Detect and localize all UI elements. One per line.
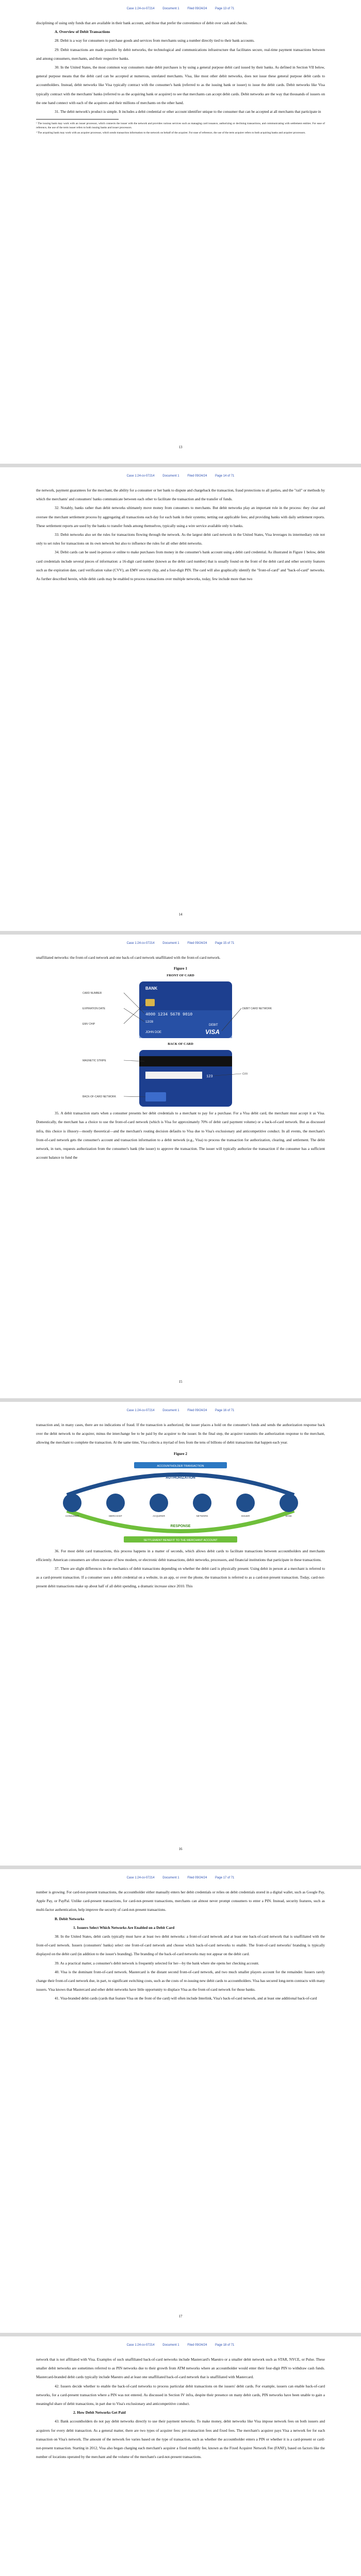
node-network-icon <box>193 1494 211 1512</box>
section-heading: B. Debit Networks <box>55 1916 85 1921</box>
filed-date: Filed 09/24/24 <box>187 1876 207 1879</box>
footnote: ¹ The issuing bank may work with an issuer processor, which connects the issuer with the network and provides various services such as managing card issuance, authorizing or declining transactions, and communicating with settlement entities. For ease of reference, the use of the term issuer refers to both issuing banks and issuer processors. <box>36 122 325 130</box>
paragraph: 39. As a practical matter, a consumer's debit network is frequently selected for her—by the bank where she opens her checking account. <box>55 1960 259 1965</box>
case-number: Case 1:24-cv-07214 <box>126 474 155 478</box>
page-number: 17 <box>178 2314 183 2318</box>
filed-date: Filed 09/24/24 <box>187 1409 207 1412</box>
page-number: 14 <box>178 912 183 917</box>
debit-card-front-figure <box>36 979 325 1040</box>
subsection-heading: 2. How Debit Networks Get Paid <box>73 2410 126 2415</box>
response-label: RESPONSE <box>170 1524 191 1528</box>
card-bank-name: BANK <box>145 986 158 991</box>
page-header <box>36 935 325 953</box>
case-number: Case 1:24-cv-07214 <box>126 1876 155 1879</box>
paragraph: 33. Debit networks also set the rules for transactions flowing through the network. As the largest debit card network in the United States, Visa leverages its intermediary role not only to set rules for transactions on its own network but also to influence the rules for all other debit networks. <box>36 532 325 546</box>
callout-card-number: CARD NUMBER <box>83 992 102 995</box>
paragraph: unaffiliated networks: the front-of-card network and one back-of-card network unaffiliated with the front-of-card network. <box>36 955 221 960</box>
paragraph: transaction and, in many cases, there are no indications of fraud. If the transaction is authorized, the issuer places a hold on the consumer's funds and sends the authorization response back over the debit network to the acquirer, minus the interchange fee to be paid by the acquirer to the issuer. In the final step, the acquirer transmits the authorization response to the merchant, allowing the merchant to complete the transaction. At the same time, Visa collects a myriad of fees from the tens of billions of debit transactions that happen each year. <box>36 1422 325 1445</box>
page-16 <box>0 1402 361 1866</box>
case-number: Case 1:24-cv-07214 <box>126 1409 155 1412</box>
callout-cvv: CVV <box>242 1073 248 1076</box>
card-number-text: 4000 1234 5678 9010 <box>145 1012 193 1018</box>
filed-date: Filed 09/24/24 <box>187 2344 207 2347</box>
callout-magnetic-stripe: MAGNETIC STRIPE <box>83 1059 106 1063</box>
page-header <box>36 2336 325 2355</box>
node-issuer-icon <box>236 1494 255 1512</box>
paragraph: 34. Debit cards can be used in-person or online to make purchases from money in the consumer's bank account using a debit card credential. As illustrated in Figure 1 below, debit card credentials include several pieces of information: a 16-digit card number (known as the debit card number) that is usually found on the front of the debit card and other security features such as the expiration date, card verification value (CVV), an EMV security chip, and a four-digit PIN. The card will also graphically identify the "front-of-card" and "back-of-card" networks. As further described herein, while debit cards may be enabled to process transactions over multiple networks, today, few include more than two <box>36 550 325 582</box>
page-label: Page 14 of 71 <box>215 474 235 478</box>
page-header <box>36 1869 325 1888</box>
page-18 <box>0 2336 361 2576</box>
paragraph: the network, payment guarantees for the merchant, the ability for a consumer or her bank to dispute and chargeback the transaction, fraud protections to all parties, and the "rail" or methods by which the merchants' and consumers' banks communicate between each other to facilitate the transaction and the transfer of funds. <box>36 488 325 502</box>
document-number: Document 1 <box>162 1409 179 1412</box>
paragraph: 40. Visa is the dominant front-of-card network. Mastercard is the distant second front-of-card network, and two much smaller players account for the remainder. Issuers rarely change their front-of-card network due, in part, to significant switching costs, such as the costs of re-issuing new debit cards to accountholders. Visa has secured long-term contracts with many issuers. Visa knows that Mastercard and other debit networks have little opportunity to displace Visa as the front-of-card network for those banks. <box>36 1969 325 1992</box>
cvv-text: 123 <box>206 1075 213 1079</box>
document-number: Document 1 <box>162 942 179 945</box>
response-arc <box>67 1511 294 1531</box>
page-number: 13 <box>178 445 183 449</box>
transaction-flow-figure <box>36 1459 325 1547</box>
page-17 <box>0 1869 361 2333</box>
bottom-banner-text: SETTLEMENT BENEFIT TO THE MERCHANT ACCOUNT <box>143 1538 218 1542</box>
callout-back-network: BACK-OF-CARD NETWORK <box>83 1095 116 1099</box>
filed-date: Filed 09/24/24 <box>187 474 207 478</box>
paragraph: 43. Bank accountholders do not pay debit networks directly to use their payment networks. To make money, debit networks like Visa impose network fees on both issuers and acquirers for every debit transaction. As a general matter, there are two types of acquirer fees: per-transaction fees and fixed fees. The merchant's acquirer pays Visa a network fee for each transaction on Visa's network. The amount of the network fee varies based on the type of transaction, such as whether the accountholder enters a PIN or whether it is a card-present or card-not-present transaction. Starting in 2012, Visa also began charging each merchant's acquirer a fixed monthly fee, known as the Fixed Acquirer Network Fee (FANF), based on factors like the number of locations operated by the merchant and the volume of the merchant's card-not-present transactions. <box>36 2419 325 2460</box>
callout-network: DEBIT CARD NETWORK <box>242 1007 272 1011</box>
paragraph: 37. There are slight differences in the mechanics of debit transactions depending on whether the debit card is physically present. Using debit in person at a merchant is referred to as a card-present transaction. If a consumer uses a debit credential on a website, in an app, or over the phone, the transaction is referred to as a card-not-present transaction. Today, card-not-present debit transactions make up about half of all debit spending, a dramatic increase since 2010. This <box>36 1566 325 1589</box>
paragraph: 35. A debit transaction starts when a consumer presents her debit credentials to a merchant to pay for a purchase. For a Visa debit card, the merchant must accept it as Visa. Domestically, the merchant has a choice to use the front-of-card network (which is Visa for approximately 70% of debit card payment volume) or a back-of-card network. But as discussed infra, this choice is illusory—mostly theoretical—and the merchant's routing decision defaults to Visa due to Visa's exclusionary and anticompetitive conduct. In all events, the merchant's front-of-card network gets the consumer's account and transaction information to a debit network (e.g., Visa) to process the transaction for authorization, clearing, and settlement. The debit network, in turn, requests authorization from the consumer's bank (the issuer) to approve the transaction. The issuer will typically authorize the transaction if the consumer has a sufficient account balance to fund the <box>36 1111 325 1160</box>
page-label: Page 13 of 71 <box>215 7 235 10</box>
node-label: CONSUMER <box>65 1514 79 1517</box>
paragraph: disciplining of using only funds that are available in their bank account, and those that prefer the convenience of debit over cash and checks. <box>36 21 248 25</box>
page-13 <box>0 0 361 464</box>
paragraph: 31. The debit network's product is simple. It includes a debit credential or other account identifier unique to the consumer that can be accepted at all merchants that participate in <box>55 109 321 114</box>
card-debit-text: DEBIT <box>209 1024 218 1027</box>
debit-card-back-figure <box>36 1048 325 1109</box>
footnote-divider <box>36 119 119 120</box>
paragraph: 30. In the United States, the most common way consumers make debit purchases is by using a general purpose debit card issued by their banks. As defined in Section VII below, general purpose means that the debit card can be accepted at numerous, unrelated merchants. Visa, like most other debit networks, does not issue these general purpose debit cards to accountholders. Instead, debit networks like Visa typically contract with the consumer's bank (referred to as the issuing bank or issuer) to issue the debit cards. Debit networks like Visa typically contract with the merchants' banks (referred to as the acquiring bank or acquirer) to see that merchants can accept debit cards. Debit networks are the way that thousands of issuers on the one hand connect with each of the acquirers and their millions of merchants on the other hand. <box>36 65 325 105</box>
subsection-heading: 1. Issuers Select Which Networks Are Enabled on a Debit Card <box>73 1925 175 1930</box>
callout-expiration: EXPIRATION DATE <box>83 1007 106 1011</box>
paragraph: number is growing. For card-not-present transactions, the accountholder either manually enters her debit credentials or relies on debit credentials stored in a digital wallet, such as Google Pay, Apple Pay, or PayPal. Unlike card-present transactions, for card-not-present transactions, merchants can almost never prompt consumers to enter a PIN. Instead, security features, such as multi-factor authentication, help improve the security of card-not-present transactions. <box>36 1890 325 1912</box>
signature-strip <box>145 1072 202 1079</box>
node-label: MERCHANT <box>109 1514 122 1517</box>
front-of-card-label: FRONT OF CARD <box>167 974 194 978</box>
paragraph: 42. Issuers decide whether to enable the back-of-card networks to process particular debit transactions on the issuers' debit cards. For example, issuers can enable back-of-card networks, for a card-present transaction where a PIN was not entered. As discussed in Section IV infra, despite their presence on many debit cards, PIN networks have been unable to gain a meaningful share of debit transactions, in part due to Visa's exclusionary and anticompetitive conduct. <box>36 2383 325 2406</box>
node-label: BANK <box>285 1514 292 1517</box>
page-label: Page 15 of 71 <box>215 942 235 945</box>
footnote: ² The acquiring bank may work with an acquirer processor, which sends transaction information to the network on behalf of the acquirer. For ease of reference, the use of the term acquirer refers to both acquiring banks and acquirer processors. <box>36 131 306 135</box>
node-merchant-icon <box>106 1494 125 1512</box>
section-heading: A. Overview of Debit Transactions <box>55 29 110 35</box>
page-header <box>36 0 325 19</box>
callout-emv-chip: EMV CHIP <box>83 1023 95 1026</box>
node-label: ACQUIRER <box>153 1514 165 1517</box>
emv-chip-icon <box>145 999 155 1006</box>
top-banner-text: ACCOUNTHOLDER TRANSACTION <box>157 1464 204 1468</box>
paragraph: 38. In the United States, debit cards typically must have at least two debit networks: a front-of-card network and at least one back-of-card network that is unaffiliated with the front-of-card network. Issuers (consumers' banks) select one front-of-card network and choose which back-of-card networks to enable. The front-of-card networks' branding is typically displayed on the debit card (in addition to the issuer's branding). The branding of the back-of-card networks may not appear on the debit card. <box>36 1934 325 1957</box>
node-label: NETWORK <box>196 1514 208 1517</box>
document-number: Document 1 <box>162 474 179 478</box>
magnetic-stripe <box>139 1056 232 1066</box>
page-label: Page 17 of 71 <box>215 1876 235 1879</box>
card-network-logo: VISA <box>205 1028 220 1036</box>
document-number: Document 1 <box>162 2344 179 2347</box>
case-number: Case 1:24-cv-07214 <box>126 7 155 10</box>
case-number: Case 1:24-cv-07214 <box>126 942 155 945</box>
paragraph: 28. Debit is a way for consumers to purchase goods and services from merchants using a number directly tied to their bank accounts. <box>55 38 255 43</box>
paragraph: network that is not affiliated with Visa. Examples of such unaffiliated back-of-card networks include Mastercard's Maestro or a smaller debit network such as STAR, NYCE, or Pulse. These smaller debit networks are sometimes referred to as PIN networks due to their growth from ATM networks where an accountholder would enter their four-digit PIN to withdraw cash funds. Mastercard-branded debit cards typically include Maestro and at least one unaffiliated back-of-card network that is unaffiliated with Mastercard. <box>36 2357 325 2380</box>
figure-title: Figure 2 <box>173 1451 187 1456</box>
page-number: 15 <box>178 1380 183 1384</box>
case-number: Case 1:24-cv-07214 <box>126 2344 155 2347</box>
page-header <box>36 1402 325 1420</box>
authorization-label: AUTHORIZATION <box>166 1476 195 1480</box>
card-expiration-text: 12/28 <box>145 1021 154 1024</box>
node-bank-icon <box>280 1494 298 1512</box>
page-15 <box>0 935 361 1398</box>
page-number: 16 <box>178 1847 183 1851</box>
page-14 <box>0 467 361 931</box>
document-number: Document 1 <box>162 1876 179 1879</box>
paragraph: 36. For most debit card transactions, this process happens in a matter of seconds, which allows debit cards to facilitate transactions between accountholders and merchants efficiently. American consumers are often unaware of how modern, or electronic debit transactions, debit networks, processors, and financial institutions that participate in these transactions. <box>36 1548 325 1562</box>
page-label: Page 16 of 71 <box>215 1409 235 1412</box>
node-label: ISSUER <box>241 1514 250 1517</box>
figure-title: Figure 1 <box>173 966 187 971</box>
back-of-card-label: BACK OF CARD <box>168 1042 193 1046</box>
page-label: Page 18 of 71 <box>215 2344 235 2347</box>
paragraph: 29. Debit transactions are made possible by debit networks, the technological and communications infrastructure that facilitates secure, real-time payment transactions between and among consumers, merchants, and their respective banks. <box>36 47 325 61</box>
card-holder-text: JOHN DOE <box>145 1031 162 1035</box>
flow-nodes <box>63 1494 298 1517</box>
node-acquirer-icon <box>150 1494 168 1512</box>
paragraph: 41. Visa-branded debit cards (cards that feature Visa on the front of the card) will often include Interlink, Visa's back-of-card network, and at least one additional back-of-card <box>55 1996 317 2001</box>
node-consumer-icon <box>63 1494 81 1512</box>
document-number: Document 1 <box>162 7 179 10</box>
filed-date: Filed 09/24/24 <box>187 7 207 10</box>
page-header <box>36 467 325 486</box>
paragraph: 32. Notably, banks rather than debit networks ultimately move money from consumers to merchants. But debit networks play an important role in the process: they clear and oversee the merchant settlement process by aggregating all transactions each day for each bank in their systems; netting out applicable fees; and providing banks with daily settlement reports. These settlement reports are used by the banks to transfer funds among themselves, typically using a wire service available only to banks. <box>36 505 325 528</box>
filed-date: Filed 09/24/24 <box>187 942 207 945</box>
back-network-logo <box>145 1092 166 1101</box>
